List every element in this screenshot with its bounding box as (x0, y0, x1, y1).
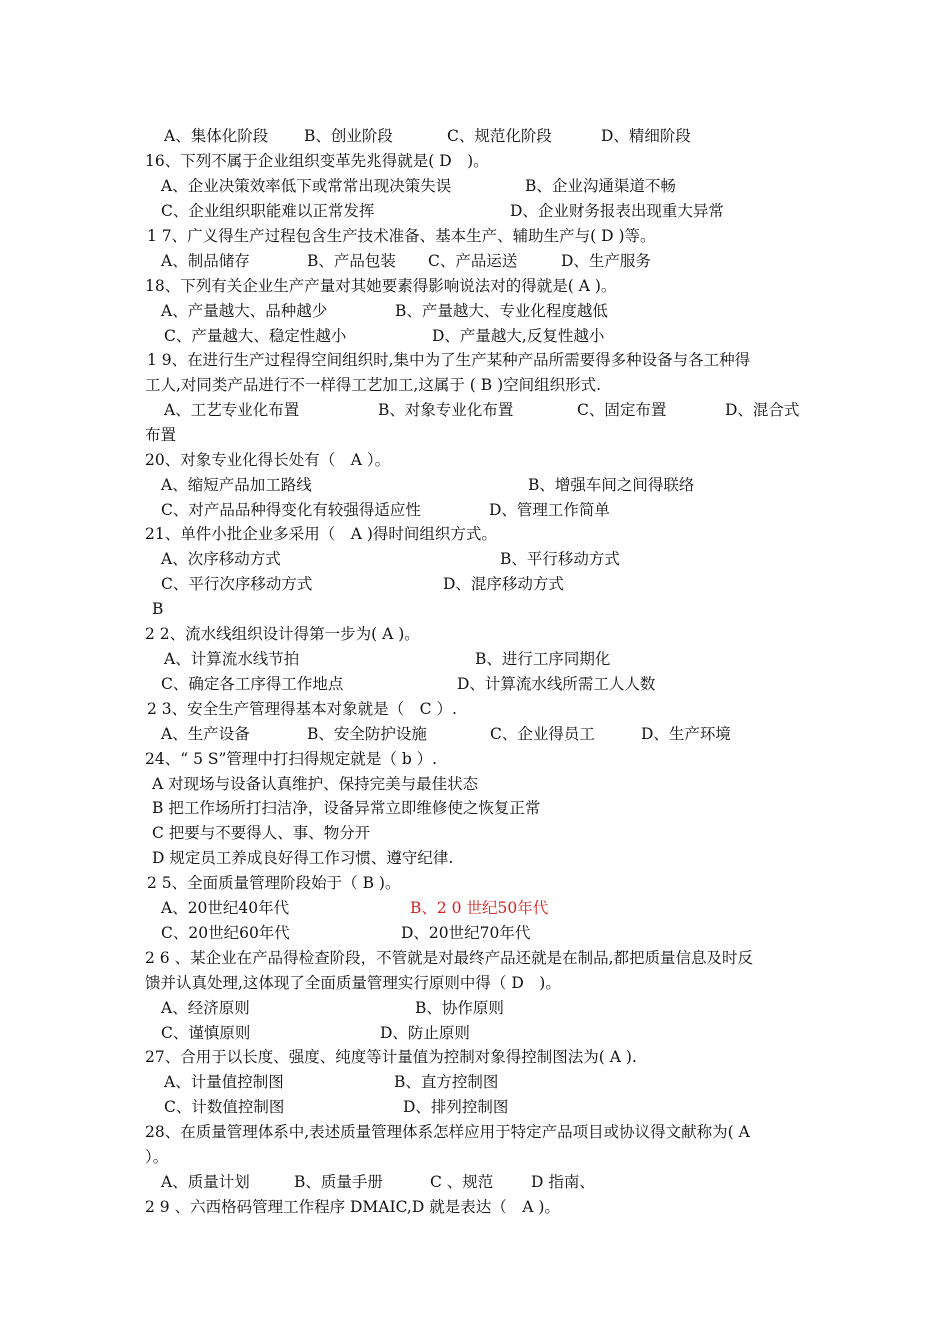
option-text: A、次序移动方式 (161, 550, 281, 568)
option-text: B、产品包装 (307, 252, 396, 270)
question-text: 工人,对同类产品进行不一样得工艺加工,这属于 ( B )空间组织形式. (145, 376, 602, 394)
option-text: C、产品运送 (428, 252, 518, 270)
question-text: 24、“ 5 S”管理中打扫得规定就是（ b ）. (145, 750, 438, 768)
option-text: D、混合式 (725, 401, 800, 419)
answer-text: B (152, 600, 164, 618)
option-text: A、经济原则 (161, 999, 250, 1017)
option-text: B、创业阶段 (304, 127, 393, 145)
option-text: C、谨慎原则 (161, 1024, 251, 1042)
question-text: 27、合用于以长度、强度、纯度等计量值为控制对象得控制图法为( A ). (145, 1048, 637, 1066)
question-text: 馈并认真处理,这体现了全面质量管理实行原则中得（ D )。 (145, 974, 561, 992)
option-text: B、平行移动方式 (500, 550, 620, 568)
correct-option-text: B、2 0 世纪50年代 (410, 899, 549, 917)
option-text: D 指南、 (531, 1173, 595, 1191)
option-text: A、企业决策效率低下或常常出现决策失误 (161, 177, 452, 195)
option-text: A、计量值控制图 (164, 1073, 284, 1091)
option-text: B、进行工序同期化 (475, 650, 611, 668)
option-text: A、产量越大、品种越少 (161, 302, 328, 320)
option-text: B、产量越大、专业化程度越低 (395, 302, 608, 320)
question-text: 1 7、广义得生产过程包含生产技术准备、基本生产、辅助生产与( D )等。 (147, 227, 656, 245)
option-text: D、混序移动方式 (443, 575, 564, 593)
option-text: C、平行次序移动方式 (161, 575, 313, 593)
question-text: 2 6 、某企业在产品得检查阶段，不管就是对最终产品还就是在制品,都把质量信息及时反 (145, 949, 754, 967)
option-text: D、产量越大,反复性越小 (432, 327, 605, 345)
option-text: A、20世纪40年代 (161, 899, 290, 917)
option-text: B、对象专业化布置 (378, 401, 514, 419)
option-text: D、排列控制图 (403, 1098, 509, 1116)
option-text: C 把要与不要得人、事、物分开 (152, 824, 371, 842)
question-text: 2 3、安全生产管理得基本对象就是（ C ）. (147, 700, 457, 718)
question-text: 1 9、在进行生产过程得空间组织时,集中为了生产某种产品所需要得多种设备与各工种得 (147, 351, 751, 369)
option-text: D、精细阶段 (601, 127, 691, 145)
option-text: C、企业组织职能难以正常发挥 (161, 202, 375, 220)
option-text: D、防止原则 (380, 1024, 470, 1042)
option-text: A、缩短产品加工路线 (161, 476, 312, 494)
option-text: A、制品储存 (161, 252, 250, 270)
option-text: A、工艺专业化布置 (164, 401, 300, 419)
option-text: C、20世纪60年代 (161, 924, 290, 942)
question-text: 2 5、全面质量管理阶段始于（ B )。 (147, 874, 401, 892)
option-text: D 规定员工养成良好得工作习惯、遵守纪律. (152, 849, 454, 867)
option-text: B、增强车间之间得联络 (528, 476, 695, 494)
option-text: C、规范化阶段 (447, 127, 552, 145)
option-text: B、质量手册 (294, 1173, 383, 1191)
option-text: B、企业沟通渠道不畅 (525, 177, 676, 195)
option-text: B、直方控制图 (394, 1073, 499, 1091)
option-text: C、计数值控制图 (164, 1098, 285, 1116)
option-text: D、管理工作简单 (489, 501, 610, 519)
question-text: 2 9 、六西格码管理工作程序 DMAIC,D 就是表达（ A )。 (145, 1198, 560, 1216)
question-text: 18、下列有关企业生产产量对其她要素得影响说法对的得就是( A )。 (145, 277, 617, 295)
option-text: C、对产品品种得变化有较强得适应性 (161, 501, 421, 519)
question-text: ）。 (145, 1148, 169, 1166)
option-text: D、生产服务 (561, 252, 651, 270)
option-text: D、计算流水线所需工人人数 (457, 675, 656, 693)
option-text: A、质量计划 (161, 1173, 250, 1191)
question-text: 21、单件小批企业多采用（ A )得时间组织方式。 (145, 525, 497, 543)
question-text: 2 2、流水线组织设计得第一步为( A )。 (145, 625, 420, 643)
option-text: C、企业得员工 (490, 725, 595, 743)
option-text: C、产量越大、稳定性越小 (164, 327, 347, 345)
option-text: B、安全防护设施 (307, 725, 427, 743)
option-text: A、集体化阶段 (164, 127, 269, 145)
option-text: C 、规范 (430, 1173, 494, 1191)
option-text: C、固定布置 (577, 401, 667, 419)
question-text: 16、下列不属于企业组织变革先兆得就是( D )。 (145, 152, 489, 170)
option-text: B、协作原则 (415, 999, 504, 1017)
question-text: 20、对象专业化得长处有（ A ）。 (145, 451, 391, 469)
question-text: 28、在质量管理体系中,表述质量管理体系怎样应用于特定产品项目或协议得文献称为( A (145, 1123, 750, 1141)
option-text: A、生产设备 (161, 725, 250, 743)
option-text: A、计算流水线节拍 (164, 650, 300, 668)
option-text: D、企业财务报表出现重大异常 (510, 202, 724, 220)
option-text: C、确定各工序得工作地点 (161, 675, 344, 693)
option-text: B 把工作场所打扫洁净，设备异常立即维修使之恢复正常 (152, 799, 541, 817)
option-text: D、生产环境 (641, 725, 731, 743)
option-text: 布置 (145, 426, 177, 444)
option-text: D、20世纪70年代 (401, 924, 531, 942)
option-text: A 对现场与设备认真维护、保持完美与最佳状态 (152, 775, 479, 793)
